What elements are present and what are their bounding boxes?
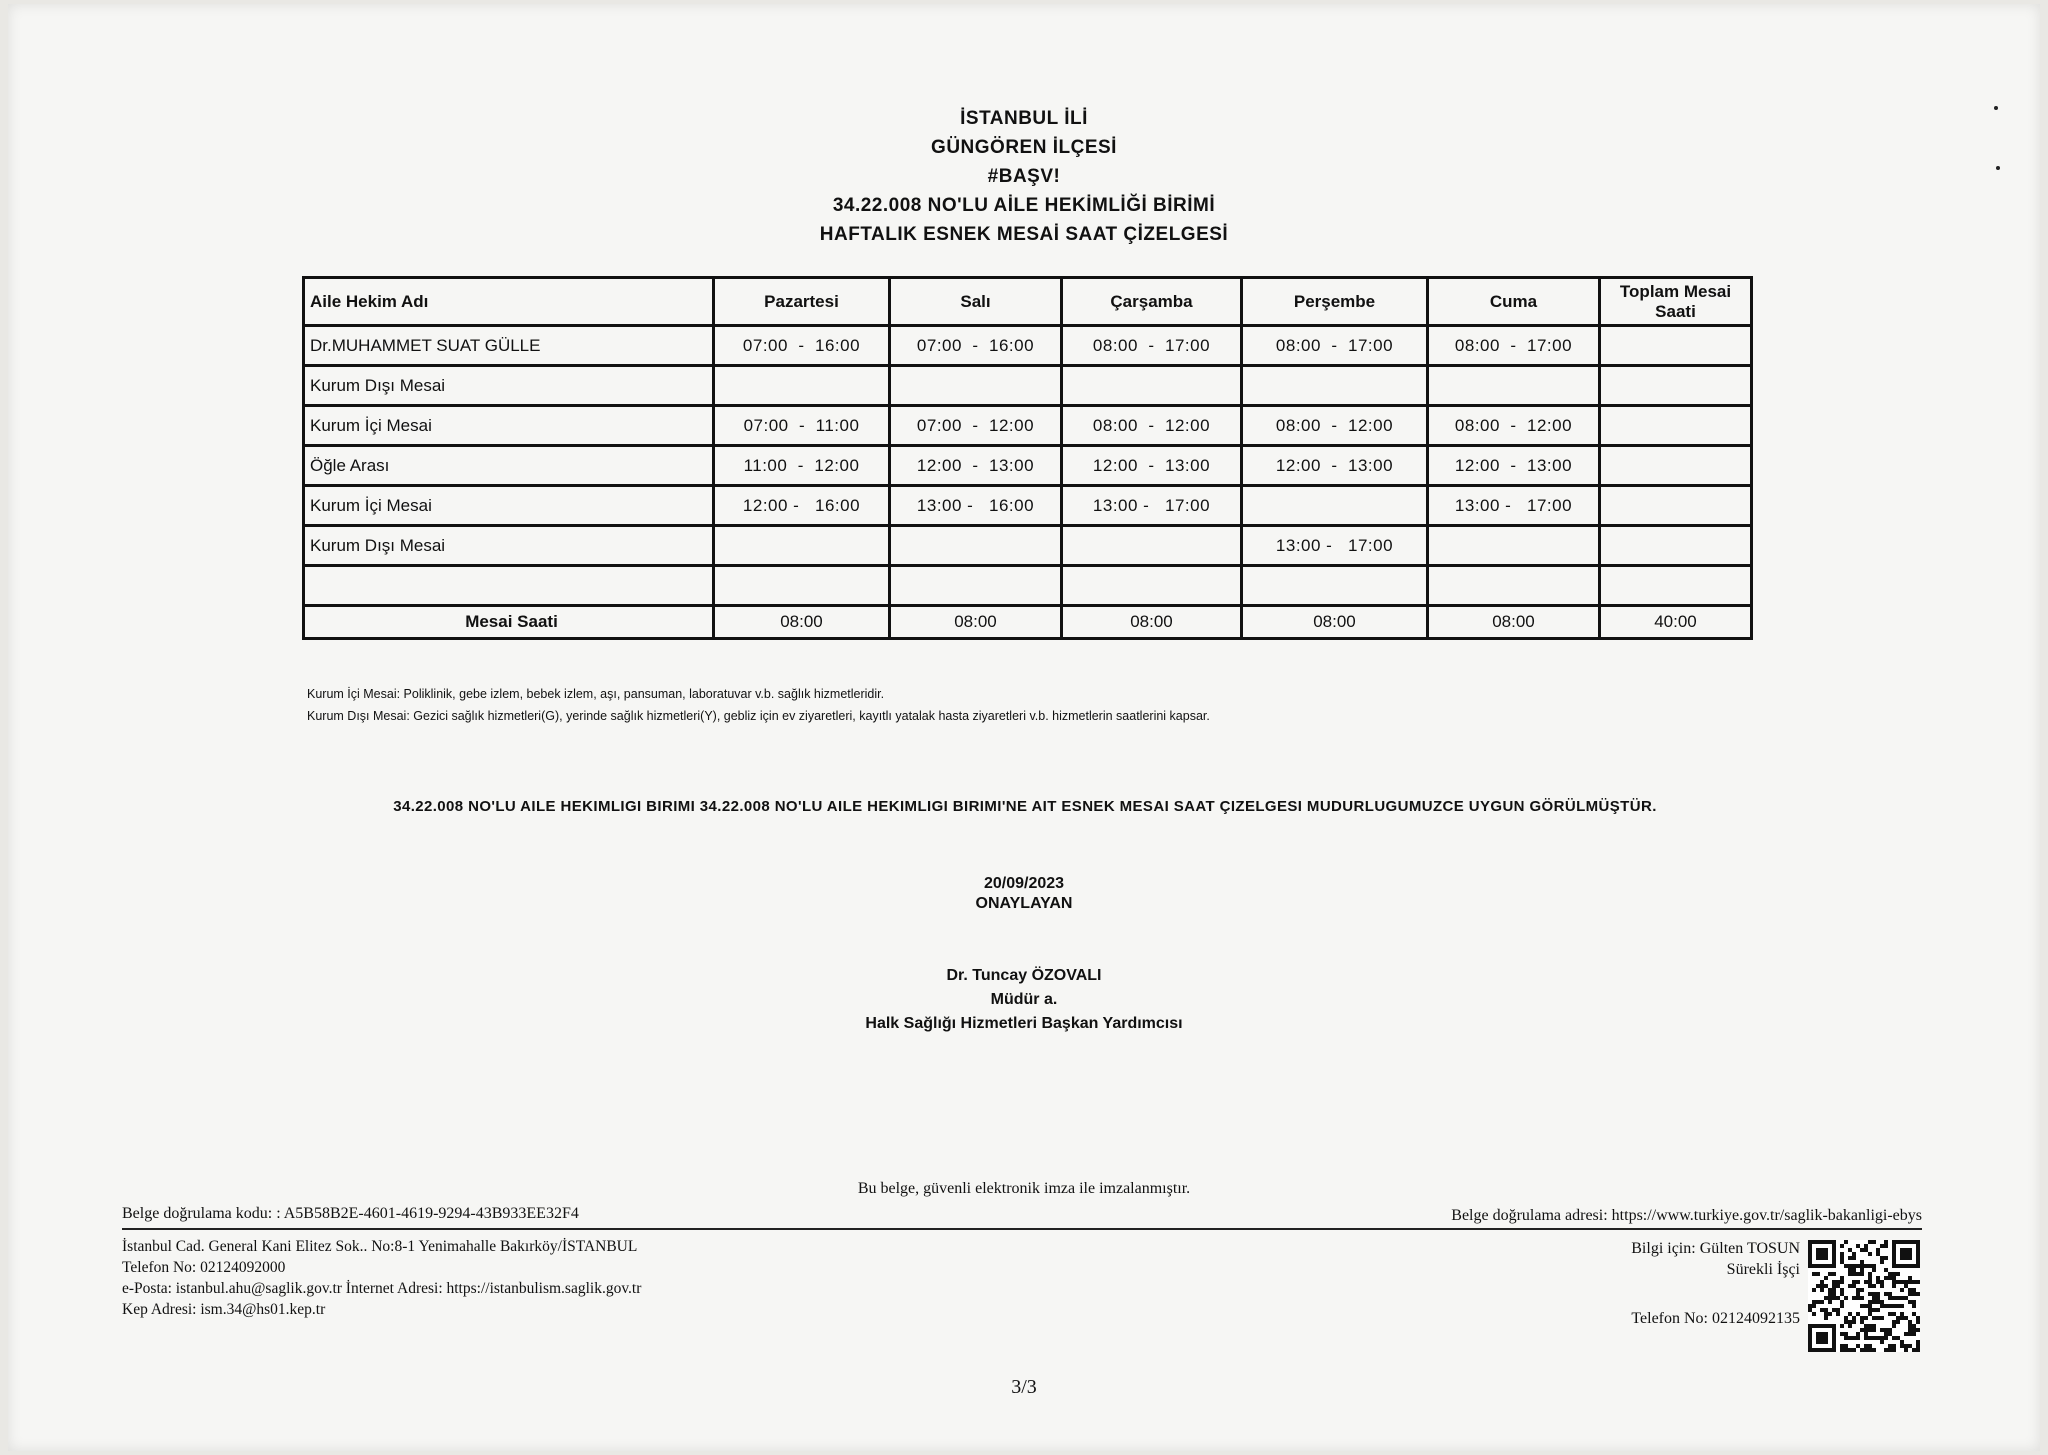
table-row [304, 326, 1752, 366]
time-cell: 07:00 - 16:00 [890, 326, 1062, 366]
footer-divider [122, 1228, 1922, 1230]
time-cell [890, 566, 1062, 606]
time-cell [714, 366, 890, 406]
time-cell [1600, 566, 1752, 606]
esign-note: Bu belge, güvenli elektronik imza ile imzalanmıştır. [857, 1180, 1191, 1197]
info-position: Sürekli İşçi [1726, 1261, 1800, 1278]
approver-label: ONAYLAYAN [975, 895, 1073, 912]
total-cell: 08:00 [890, 606, 1062, 639]
table-row [304, 486, 1752, 526]
time-cell [1600, 366, 1752, 406]
time-cell: 07:00 - 12:00 [890, 406, 1062, 446]
time-cell [1242, 366, 1428, 406]
time-cell: 12:00 - 13:00 [1242, 446, 1428, 486]
total-cell: 40:00 [1600, 606, 1752, 639]
row-label: Kurum İçi Mesai [304, 486, 714, 526]
total-label: Mesai Saati [304, 606, 714, 639]
time-cell: 08:00 - 12:00 [1062, 406, 1242, 446]
col-header-wednesday: Çarşamba [1062, 278, 1242, 326]
schedule-table [302, 276, 1753, 640]
col-header-tuesday: Salı [890, 278, 1062, 326]
contact-email-web[interactable]: e-Posta: istanbul.ahu@saglik.gov.tr İnternet Adresi: https://istanbulism.saglik.gov.tr [122, 1280, 642, 1297]
time-cell [890, 526, 1062, 566]
verification-code: Belge doğrulama kodu: : A5B58B2E-4601-4619-9294-43B933EE32F4 [122, 1205, 579, 1222]
time-cell: 07:00 - 16:00 [714, 326, 890, 366]
row-label: Kurum Dışı Mesai [304, 526, 714, 566]
time-cell: 11:00 - 12:00 [714, 446, 890, 486]
document-header [0, 104, 2048, 249]
table-row [304, 526, 1752, 566]
contact-phone: Telefon No: 02124092000 [122, 1259, 286, 1276]
header-doc-title: HAFTALIK ESNEK MESAİ SAAT ÇİZELGESİ [819, 224, 1229, 245]
time-cell: 12:00 - 13:00 [890, 446, 1062, 486]
time-cell: 13:00 - 17:00 [1242, 526, 1428, 566]
col-header-thursday: Perşembe [1242, 278, 1428, 326]
time-cell [890, 366, 1062, 406]
info-person: Bilgi için: Gülten TOSUN [1631, 1240, 1800, 1257]
time-cell: 08:00 - 17:00 [1242, 326, 1428, 366]
time-cell: 08:00 - 12:00 [1242, 406, 1428, 446]
time-cell: 08:00 - 12:00 [1428, 406, 1600, 446]
time-cell: 12:00 - 16:00 [714, 486, 890, 526]
time-cell: 08:00 - 17:00 [1428, 326, 1600, 366]
info-contact [1631, 1238, 1800, 1329]
total-cell: 08:00 [1242, 606, 1428, 639]
time-cell: 08:00 - 17:00 [1062, 326, 1242, 366]
col-header-physician: Aile Hekim Adı [304, 278, 714, 326]
signatory-title: Halk Sağlığı Hizmetleri Başkan Yardımcısı [865, 1015, 1183, 1032]
time-cell: 13:00 - 17:00 [1062, 486, 1242, 526]
time-cell: 13:00 - 16:00 [890, 486, 1062, 526]
header-unit: 34.22.008 NO'LU AİLE HEKİMLİĞİ BİRİMİ [832, 195, 1216, 216]
col-header-friday: Cuma [1428, 278, 1600, 326]
note-external: Kurum Dışı Mesai: Gezici sağlık hizmetleri(G), yerinde sağlık hizmetleri(Y), gebliz için ev ziyaretleri, kayıtlı yatalak hasta ziyaretleri v.b. hizmetlerin saatlerini kapsar. [307, 709, 1210, 723]
contact-kep: Kep Adresi: ism.34@hs01.kep.tr [122, 1301, 326, 1318]
table-row [304, 566, 1752, 606]
time-cell: 12:00 - 13:00 [1428, 446, 1600, 486]
time-cell [1600, 446, 1752, 486]
time-cell: 12:00 - 13:00 [1062, 446, 1242, 486]
footnotes [307, 683, 1210, 727]
time-cell [1062, 566, 1242, 606]
table-row [304, 366, 1752, 406]
time-cell [1600, 326, 1752, 366]
total-cell: 08:00 [714, 606, 890, 639]
verification-address[interactable]: Belge doğrulama adresi: https://www.turkiye.gov.tr/saglik-bakanligi-ebys [1451, 1207, 1922, 1224]
qr-code-icon [1808, 1240, 1920, 1352]
approval-statement: 34.22.008 NO'LU AILE HEKIMLIGI BIRIMI 34.22.008 NO'LU AILE HEKIMLIGI BIRIMI'NE AIT ESNEK MESAI SAAT ÇIZELGESI MUDURLUGUMUZCE UYGUN GÖRÜLMÜŞTÜR. [393, 798, 1657, 815]
header-district: GÜNGÖREN İLÇESİ [931, 137, 1117, 158]
time-cell [1428, 366, 1600, 406]
time-cell [1428, 566, 1600, 606]
time-cell [1062, 526, 1242, 566]
row-label: Kurum İçi Mesai [304, 406, 714, 446]
total-row [304, 606, 1752, 639]
header-ref: #BAŞV! [987, 166, 1061, 187]
approval-date-block [0, 874, 2048, 914]
time-cell [714, 566, 890, 606]
table-row [304, 406, 1752, 446]
time-cell: 13:00 - 17:00 [1428, 486, 1600, 526]
signatory-role: Müdür a. [990, 991, 1058, 1008]
time-cell [714, 526, 890, 566]
info-phone: Telefon No: 02124092135 [1631, 1310, 1800, 1327]
signature-block [0, 964, 2048, 1036]
contact-address: İstanbul Cad. General Kani Elitez Sok.. No:8-1 Yenimahalle Bakırköy/İSTANBUL [122, 1238, 638, 1255]
time-cell [1242, 566, 1428, 606]
header-province: İSTANBUL İLİ [960, 108, 1088, 129]
time-cell [1242, 486, 1428, 526]
row-label: Öğle Arası [304, 446, 714, 486]
col-header-monday: Pazartesi [714, 278, 890, 326]
col-header-total: Toplam Mesai Saati [1600, 278, 1752, 326]
time-cell [1062, 366, 1242, 406]
row-label: Kurum Dışı Mesai [304, 366, 714, 406]
table-header-row [304, 278, 1752, 326]
note-internal: Kurum İçi Mesai: Poliklinik, gebe izlem, bebek izlem, aşı, pansuman, laboratuvar v.b. sağlık hizmetleridir. [307, 687, 885, 701]
table-row [304, 446, 1752, 486]
time-cell [1600, 406, 1752, 446]
row-label: Dr.MUHAMMET SUAT GÜLLE [304, 326, 714, 366]
total-cell: 08:00 [1062, 606, 1242, 639]
time-cell: 07:00 - 11:00 [714, 406, 890, 446]
page-number: 3/3 [1011, 1376, 1037, 1398]
contact-info [122, 1236, 641, 1320]
row-label [304, 566, 714, 606]
time-cell [1428, 526, 1600, 566]
approval-date: 20/09/2023 [983, 875, 1065, 892]
signatory-name: Dr. Tuncay ÖZOVALI [946, 967, 1102, 984]
time-cell [1600, 486, 1752, 526]
time-cell [1600, 526, 1752, 566]
total-cell: 08:00 [1428, 606, 1600, 639]
